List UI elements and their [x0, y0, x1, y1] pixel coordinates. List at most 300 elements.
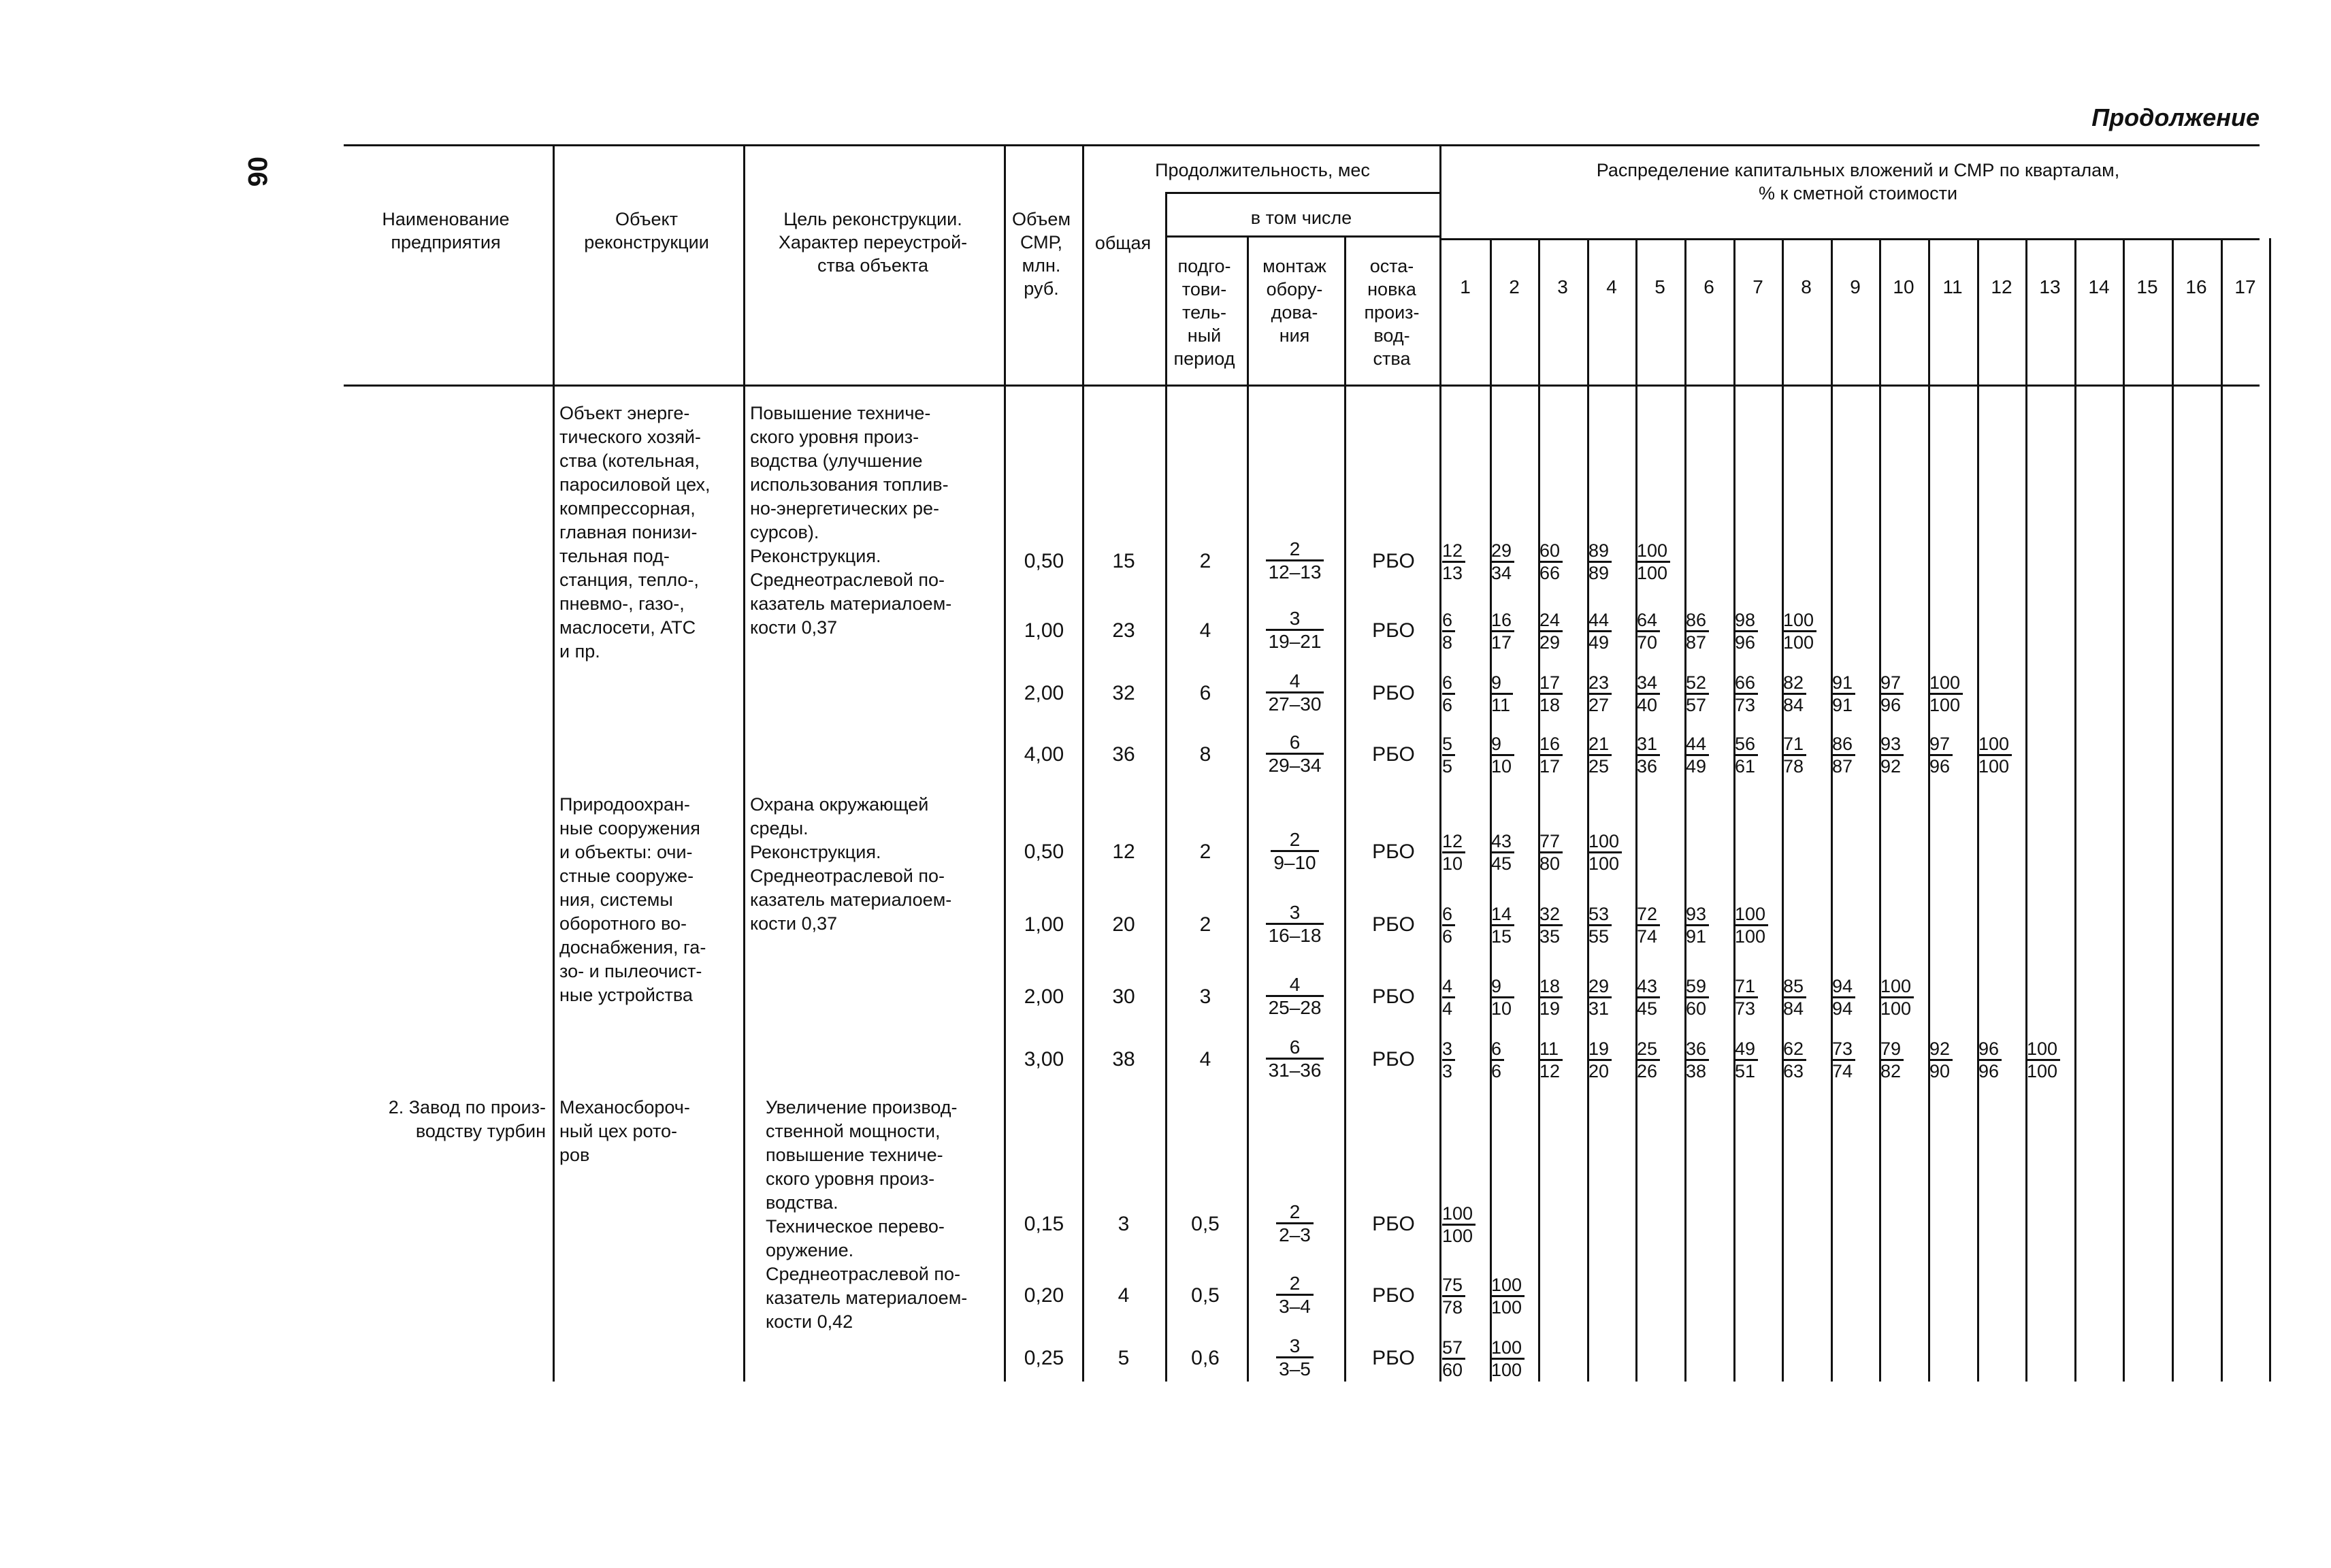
quarter-value [1442, 976, 1491, 1019]
rule-column [1247, 235, 1249, 1382]
quarter-cumulative-smr: 91 [1686, 924, 1709, 947]
quarter-cumulative-capital: 100 [1637, 540, 1668, 561]
quarter-cumulative-smr: 60 [1442, 1358, 1465, 1380]
rule-including-sub [1165, 235, 1441, 238]
quarter-value [1588, 1039, 1637, 1081]
quarter-cumulative-smr: 27 [1588, 693, 1612, 715]
quarter-header: 14 [2088, 276, 2110, 297]
mount-numerator: 4 [1289, 974, 1301, 995]
quarter-cumulative-capital: 82 [1783, 672, 1804, 693]
total-duration: 12 [1112, 840, 1135, 863]
total-duration: 38 [1112, 1048, 1135, 1071]
total-duration: 32 [1112, 682, 1135, 704]
quarter-value [1783, 734, 1832, 777]
quarter-cumulative-capital: 93 [1880, 734, 1902, 754]
rule-header-bottom [344, 385, 2260, 387]
quarter-value [1686, 904, 1735, 947]
mount-numerator: 4 [1289, 670, 1301, 691]
quarter-cumulative-smr: 73 [1735, 996, 1758, 1019]
quarter-cumulative-capital: 71 [1783, 734, 1804, 754]
quarter-cumulative-smr: 74 [1832, 1059, 1855, 1081]
mount-numerator: 3 [1289, 902, 1301, 923]
stop-type: РБО [1372, 1284, 1415, 1307]
quarter-cumulative-smr: 90 [1929, 1059, 1953, 1081]
stop-type: РБО [1372, 743, 1415, 766]
quarter-cumulative-smr: 89 [1588, 561, 1612, 583]
quarter-value [1442, 734, 1491, 777]
quarter-cumulative-smr: 5 [1442, 754, 1455, 777]
quarter-cumulative-capital: 6 [1442, 610, 1453, 630]
quarter-cumulative-capital: 6 [1442, 904, 1453, 924]
reconstruction-goal: Охрана окружающей среды. Реконструкция. Среднеотраслевой по- казатель материалоем- кости 0,37 [750, 794, 952, 934]
mount-numerator: 2 [1289, 1201, 1301, 1222]
quarter-cumulative-smr: 10 [1491, 754, 1514, 777]
stop-type: РБО [1372, 1213, 1415, 1235]
quarter-cumulative-capital: 29 [1491, 540, 1512, 561]
total-duration: 30 [1112, 985, 1135, 1008]
quarter-cumulative-capital: 85 [1783, 976, 1804, 996]
quarter-value [1637, 734, 1686, 777]
volume-value: 1,00 [1024, 913, 1064, 936]
quarter-header: 1 [1460, 276, 1471, 297]
quarter-cumulative-smr: 35 [1539, 924, 1563, 947]
quarter-cumulative-smr: 17 [1491, 630, 1514, 653]
quarter-cumulative-smr: 17 [1539, 754, 1563, 777]
quarter-value [1539, 672, 1588, 715]
quarter-value [1539, 734, 1588, 777]
mount-numerator: 6 [1289, 732, 1301, 753]
quarter-value [1832, 734, 1881, 777]
prep-period: 0,5 [1191, 1284, 1220, 1307]
quarter-cumulative-smr: 55 [1588, 924, 1612, 947]
quarter-header: 9 [1850, 276, 1861, 297]
volume-value: 0,15 [1024, 1213, 1064, 1235]
quarter-cumulative-capital: 86 [1832, 734, 1853, 754]
quarter-cumulative-capital: 91 [1832, 672, 1853, 693]
stop-type: РБО [1372, 913, 1415, 936]
quarter-cumulative-capital: 9 [1491, 734, 1502, 754]
quarter-value [1442, 1337, 1491, 1380]
quarter-cumulative-smr: 6 [1491, 1059, 1504, 1081]
total-duration: 5 [1118, 1347, 1130, 1369]
quarter-value [1491, 976, 1540, 1019]
quarter-cumulative-capital: 49 [1735, 1039, 1756, 1059]
quarter-header: 12 [1991, 276, 2012, 297]
quarter-cumulative-capital: 92 [1929, 1039, 1951, 1059]
quarter-cumulative-capital: 29 [1588, 976, 1610, 996]
quarter-value [1929, 1039, 1978, 1081]
quarter-cumulative-smr: 18 [1539, 693, 1563, 715]
stop-type: РБО [1372, 985, 1415, 1008]
quarter-value [1637, 610, 1686, 653]
reconstruction-goal: Повышение техниче- ского уровня произ- водства (улучшение использования топлив- но-энергетических ре- сурсов). Реконструкция. Среднеотраслевой по- казатель материалоем- кости 0,37 [750, 403, 952, 638]
quarter-cumulative-capital: 66 [1735, 672, 1756, 693]
mount-fraction [1252, 670, 1337, 715]
total-duration: 15 [1112, 550, 1135, 572]
quarter-header: 11 [1942, 276, 1963, 297]
rule-quarter [1928, 238, 1930, 1382]
quarter-cumulative-capital: 31 [1637, 734, 1658, 754]
quarter-cumulative-smr: 10 [1491, 996, 1514, 1019]
rule-quarter [2221, 238, 2223, 1382]
rule-column [1439, 144, 1441, 1382]
quarter-value [1588, 976, 1637, 1019]
quarter-cumulative-capital: 17 [1539, 672, 1561, 693]
mount-numerator: 6 [1289, 1036, 1301, 1058]
quarter-cumulative-capital: 16 [1539, 734, 1561, 754]
quarter-value [1978, 1039, 2027, 1081]
volume-value: 2,00 [1024, 985, 1064, 1008]
quarter-value [1637, 1039, 1686, 1081]
quarter-cumulative-capital: 6 [1442, 672, 1453, 693]
quarter-cumulative-capital: 64 [1637, 610, 1658, 630]
quarter-cumulative-capital: 44 [1588, 610, 1610, 630]
quarter-cumulative-capital: 86 [1686, 610, 1707, 630]
quarter-cumulative-capital: 24 [1539, 610, 1561, 630]
quarter-cumulative-capital: 44 [1686, 734, 1707, 754]
quarter-cumulative-capital: 3 [1442, 1039, 1453, 1059]
prep-period: 2 [1199, 840, 1211, 863]
quarter-value [1929, 672, 1978, 715]
quarter-cumulative-capital: 77 [1539, 831, 1561, 851]
quarter-cumulative-capital: 100 [1491, 1275, 1522, 1295]
rule-quarter [1587, 238, 1589, 1382]
header-mount: монтаж обору- дова- ния [1262, 256, 1326, 346]
quarter-cumulative-capital: 36 [1686, 1039, 1707, 1059]
quarter-cumulative-smr: 66 [1539, 561, 1563, 583]
quarter-cumulative-capital: 5 [1442, 734, 1453, 754]
mount-denominator: 12–13 [1266, 559, 1324, 583]
quarter-cumulative-capital: 97 [1929, 734, 1951, 754]
quarter-cumulative-smr: 100 [1637, 561, 1670, 583]
quarter-cumulative-capital: 62 [1783, 1039, 1804, 1059]
quarter-value [1637, 904, 1686, 947]
quarter-cumulative-capital: 43 [1637, 976, 1658, 996]
quarter-value [1783, 610, 1832, 653]
quarter-value [1491, 540, 1540, 583]
quarter-header: 16 [2185, 276, 2207, 297]
quarter-cumulative-smr: 20 [1588, 1059, 1612, 1081]
quarter-value [1442, 1203, 1491, 1246]
stop-type: РБО [1372, 1048, 1415, 1071]
quarter-cumulative-capital: 93 [1686, 904, 1707, 924]
quarter-header: 8 [1801, 276, 1812, 297]
total-duration: 3 [1118, 1213, 1130, 1235]
quarter-value [1832, 1039, 1881, 1081]
quarter-value [1588, 904, 1637, 947]
quarter-cumulative-capital: 14 [1491, 904, 1512, 924]
quarter-value [1539, 976, 1588, 1019]
quarter-cumulative-capital: 100 [1978, 734, 2010, 754]
quarter-cumulative-capital: 12 [1442, 831, 1463, 851]
quarter-value [1442, 831, 1491, 874]
mount-denominator: 2–3 [1276, 1222, 1314, 1245]
continuation-label: Продолжение [2091, 103, 2260, 131]
quarter-cumulative-smr: 38 [1686, 1059, 1709, 1081]
quarter-cumulative-smr: 82 [1880, 1059, 1904, 1081]
quarter-cumulative-smr: 100 [1783, 630, 1816, 653]
quarter-cumulative-smr: 6 [1442, 693, 1455, 715]
quarter-cumulative-smr: 100 [1442, 1224, 1476, 1246]
quarter-cumulative-smr: 96 [1978, 1059, 2002, 1081]
mount-fraction [1252, 1036, 1337, 1081]
quarter-value [1491, 831, 1540, 874]
reconstruction-goal: Увеличение производ- ственной мощности, повышение техниче- ского уровня произ- водства. Техническое перево- оружение. Среднеотраслевой по- казатель материалоем- кости 0,42 [766, 1097, 968, 1332]
enterprise-name: 2. Завод по произ- водству турбин [388, 1097, 546, 1141]
quarter-header: 5 [1654, 276, 1665, 297]
mount-denominator: 19–21 [1266, 629, 1324, 652]
quarter-value [1442, 672, 1491, 715]
quarter-cumulative-capital: 100 [1442, 1203, 1473, 1224]
volume-value: 2,00 [1024, 682, 1064, 704]
quarter-header: 13 [2039, 276, 2061, 297]
quarter-value [1929, 734, 1978, 777]
quarter-cumulative-smr: 94 [1832, 996, 1855, 1019]
quarter-value [1637, 672, 1686, 715]
quarter-value [1539, 540, 1588, 583]
quarter-cumulative-capital: 59 [1686, 976, 1707, 996]
quarter-cumulative-smr: 96 [1735, 630, 1758, 653]
quarter-header: 7 [1753, 276, 1763, 297]
quarter-cumulative-capital: 94 [1832, 976, 1853, 996]
stop-type: РБО [1372, 550, 1415, 572]
prep-period: 0,6 [1191, 1347, 1220, 1369]
mount-denominator: 3–4 [1276, 1294, 1314, 1317]
quarter-value [1442, 1039, 1491, 1081]
rule-duration-sub [1165, 192, 1441, 194]
quarter-cumulative-smr: 19 [1539, 996, 1563, 1019]
quarter-cumulative-smr: 26 [1637, 1059, 1660, 1081]
rule-quarter [1977, 238, 1979, 1382]
mount-fraction [1252, 1201, 1337, 1245]
quarter-cumulative-smr: 84 [1783, 693, 1806, 715]
mount-fraction [1252, 608, 1337, 652]
quarter-value [1491, 734, 1540, 777]
mount-denominator: 31–36 [1266, 1058, 1324, 1081]
header-stop: оста- новка произ- вод- ства [1364, 256, 1420, 369]
quarter-cumulative-capital: 98 [1735, 610, 1756, 630]
quarter-cumulative-capital: 23 [1588, 672, 1610, 693]
quarter-cumulative-smr: 13 [1442, 561, 1465, 583]
stop-type: РБО [1372, 619, 1415, 642]
quarter-value [1637, 540, 1686, 583]
quarter-cumulative-capital: 56 [1735, 734, 1756, 754]
quarter-cumulative-smr: 49 [1686, 754, 1709, 777]
quarter-cumulative-smr: 78 [1442, 1295, 1465, 1318]
quarter-value [1735, 976, 1784, 1019]
quarter-value [2027, 1039, 2076, 1081]
quarter-cumulative-capital: 6 [1491, 1039, 1502, 1059]
quarter-cumulative-capital: 21 [1588, 734, 1610, 754]
quarter-value [1832, 976, 1881, 1019]
volume-value: 0,50 [1024, 550, 1064, 572]
quarter-cumulative-capital: 100 [1880, 976, 1912, 996]
mount-fraction [1252, 1335, 1337, 1379]
mount-fraction [1252, 974, 1337, 1018]
quarter-cumulative-smr: 91 [1832, 693, 1855, 715]
quarter-cumulative-smr: 34 [1491, 561, 1514, 583]
quarter-cumulative-smr: 100 [1978, 754, 2012, 777]
quarter-cumulative-capital: 19 [1588, 1039, 1610, 1059]
quarter-cumulative-smr: 3 [1442, 1059, 1455, 1081]
mount-denominator: 27–30 [1266, 691, 1324, 715]
prep-period: 8 [1199, 743, 1211, 766]
quarter-value [1491, 904, 1540, 947]
quarter-cumulative-smr: 70 [1637, 630, 1660, 653]
rule-quarter [1782, 238, 1784, 1382]
mount-numerator: 3 [1289, 608, 1301, 629]
quarter-cumulative-smr: 84 [1783, 996, 1806, 1019]
mount-denominator: 16–18 [1266, 923, 1324, 946]
quarter-cumulative-capital: 97 [1880, 672, 1902, 693]
quarter-cumulative-smr: 96 [1880, 693, 1904, 715]
quarter-value [1735, 610, 1784, 653]
rule-quarter [1831, 238, 1833, 1382]
quarter-cumulative-smr: 25 [1588, 754, 1612, 777]
object-name: Природоохран- ные сооружения и объекты: очи- стные сооруже- ния, системы оборотного во- доснабжения, га- зо- и пылеочист- ные устройства [559, 794, 706, 1005]
quarter-value [1978, 734, 2027, 777]
quarter-value [1539, 831, 1588, 874]
quarter-cumulative-capital: 16 [1491, 610, 1512, 630]
quarter-cumulative-smr: 73 [1735, 693, 1758, 715]
quarter-cumulative-capital: 53 [1588, 904, 1610, 924]
quarter-cumulative-capital: 9 [1491, 976, 1502, 996]
quarter-value [1783, 976, 1832, 1019]
quarter-value [1686, 610, 1735, 653]
total-duration: 36 [1112, 743, 1135, 766]
quarter-cumulative-smr: 10 [1442, 851, 1465, 874]
quarter-cumulative-smr: 29 [1539, 630, 1563, 653]
quarter-cumulative-smr: 36 [1637, 754, 1660, 777]
quarter-cumulative-smr: 78 [1783, 754, 1806, 777]
header-total: общая [1094, 233, 1152, 253]
quarter-cumulative-capital: 79 [1880, 1039, 1902, 1059]
quarter-cumulative-smr: 45 [1491, 851, 1514, 874]
rule-quarter-top [1441, 238, 2260, 240]
header-prep: подго- тови- тель- ный период [1173, 256, 1235, 369]
header-goal: Цель реконструкции. Характер переустрой- ства объекта [778, 209, 968, 276]
quarter-cumulative-capital: 32 [1539, 904, 1561, 924]
quarter-value [1442, 540, 1491, 583]
quarter-cumulative-capital: 11 [1539, 1039, 1559, 1059]
quarter-value [1783, 1039, 1832, 1081]
quarter-value [1880, 1039, 1929, 1081]
quarter-cumulative-capital: 52 [1686, 672, 1707, 693]
quarter-cumulative-smr: 6 [1442, 924, 1455, 947]
rule-quarter [2123, 238, 2125, 1382]
quarter-cumulative-capital: 75 [1442, 1275, 1463, 1295]
quarter-cumulative-smr: 100 [1929, 693, 1963, 715]
mount-numerator: 2 [1289, 1273, 1301, 1294]
volume-value: 3,00 [1024, 1048, 1064, 1071]
header-volume: Объем СМР, млн. руб. [1011, 209, 1071, 299]
quarter-cumulative-smr: 87 [1686, 630, 1709, 653]
quarter-value [1442, 1275, 1491, 1318]
quarter-value [1735, 904, 1784, 947]
prep-period: 0,5 [1191, 1213, 1220, 1235]
quarter-cumulative-capital: 25 [1637, 1039, 1658, 1059]
mount-denominator: 9–10 [1271, 850, 1318, 873]
stop-type: РБО [1372, 840, 1415, 863]
header-duration: Продолжительность, мес [1155, 160, 1370, 180]
stop-type: РБО [1372, 682, 1415, 704]
rule-quarter [2269, 238, 2271, 1382]
quarter-cumulative-smr: 96 [1929, 754, 1953, 777]
quarter-value [1491, 1039, 1540, 1081]
quarter-cumulative-capital: 100 [1783, 610, 1814, 630]
quarter-header: 4 [1606, 276, 1617, 297]
quarter-cumulative-capital: 34 [1637, 672, 1658, 693]
quarter-cumulative-capital: 4 [1442, 976, 1453, 996]
quarter-value [1539, 1039, 1588, 1081]
rule-column [553, 144, 555, 1382]
quarter-value [1491, 1337, 1540, 1380]
quarter-value [1442, 904, 1491, 947]
quarter-cumulative-smr: 12 [1539, 1059, 1563, 1081]
prep-period: 2 [1199, 913, 1211, 936]
quarter-value [1588, 831, 1637, 874]
rule-quarter [1684, 238, 1686, 1382]
header-including: в том числе [1250, 208, 1352, 228]
rule-quarter [1879, 238, 1881, 1382]
quarter-header: 2 [1509, 276, 1520, 297]
quarter-value [1491, 672, 1540, 715]
quarter-cumulative-capital: 73 [1832, 1039, 1853, 1059]
quarter-cumulative-smr: 40 [1637, 693, 1660, 715]
mount-fraction [1252, 732, 1337, 776]
total-duration: 23 [1112, 619, 1135, 642]
object-name: Объект энерге- тического хозяй- ства (котельная, паросиловой цех, компрессорная, главная понизи- тельная под- станция, тепло-, пневмо-, газо-, маслосети, АТС и пр. [559, 403, 711, 662]
header-distribution: Распределение капитальных вложений и СМР по кварталам, % к сметной стоимости [1596, 160, 2120, 203]
quarter-cumulative-smr: 100 [2027, 1059, 2060, 1081]
rule-quarter [1635, 238, 1637, 1382]
quarter-cumulative-smr: 8 [1442, 630, 1455, 653]
quarter-cumulative-smr: 45 [1637, 996, 1660, 1019]
quarter-cumulative-smr: 49 [1588, 630, 1612, 653]
quarter-cumulative-smr: 4 [1442, 996, 1455, 1019]
quarter-header: 17 [2234, 276, 2256, 297]
mount-fraction [1252, 902, 1337, 946]
quarter-cumulative-smr: 100 [1735, 924, 1768, 947]
quarter-value [1686, 976, 1735, 1019]
quarter-cumulative-smr: 15 [1491, 924, 1514, 947]
quarter-cumulative-capital: 43 [1491, 831, 1512, 851]
mount-numerator: 3 [1289, 1335, 1301, 1356]
quarter-value [1491, 610, 1540, 653]
quarter-cumulative-capital: 71 [1735, 976, 1756, 996]
volume-value: 0,25 [1024, 1347, 1064, 1369]
quarter-cumulative-smr: 100 [1491, 1295, 1525, 1318]
quarter-cumulative-smr: 100 [1588, 851, 1622, 874]
mount-denominator: 3–5 [1276, 1356, 1314, 1379]
quarter-cumulative-smr: 31 [1588, 996, 1612, 1019]
quarter-cumulative-capital: 60 [1539, 540, 1561, 561]
quarter-cumulative-smr: 92 [1880, 754, 1904, 777]
quarter-cumulative-capital: 18 [1539, 976, 1561, 996]
stop-type: РБО [1372, 1347, 1415, 1369]
quarter-cumulative-capital: 72 [1637, 904, 1658, 924]
mount-denominator: 29–34 [1266, 753, 1324, 776]
quarter-cumulative-smr: 63 [1783, 1059, 1806, 1081]
rule-quarter [2172, 238, 2174, 1382]
quarter-value [1442, 610, 1491, 653]
volume-value: 1,00 [1024, 619, 1064, 642]
prep-period: 3 [1199, 985, 1211, 1008]
quarter-cumulative-smr: 87 [1832, 754, 1855, 777]
prep-period: 6 [1199, 682, 1211, 704]
mount-denominator: 25–28 [1266, 995, 1324, 1018]
mount-fraction [1252, 538, 1337, 583]
